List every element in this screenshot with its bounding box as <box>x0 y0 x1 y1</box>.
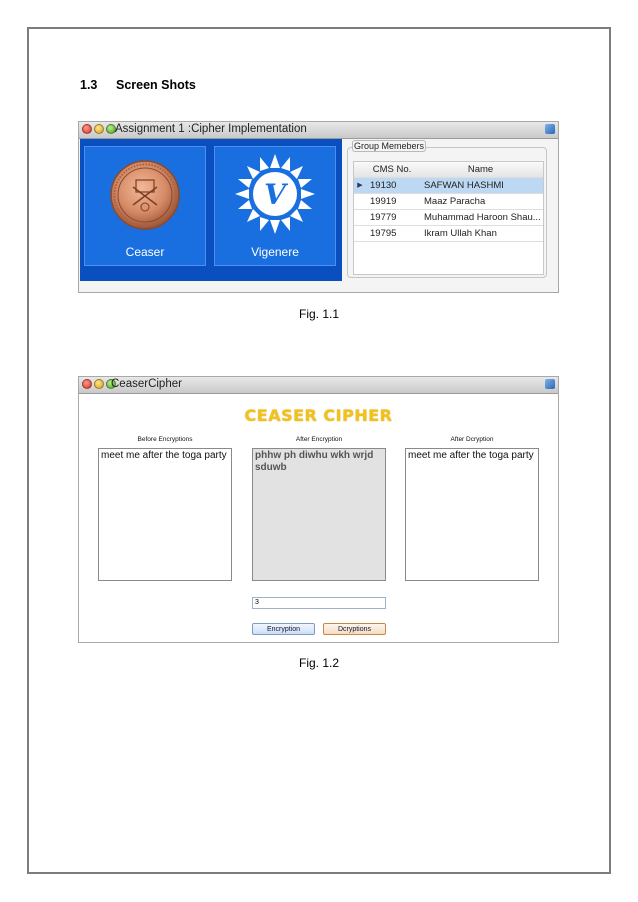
window-title: Assignment 1 :Cipher Implementation <box>115 123 307 135</box>
section-number: 1.3 <box>80 78 98 92</box>
minimize-button[interactable] <box>94 379 104 389</box>
cms-cell: 19795 <box>370 228 397 239</box>
name-cell: Muhammad Haroon Shau... <box>424 212 541 223</box>
row-header-spacer <box>354 162 366 177</box>
ciphertext-output: phhw ph diwhu wkh wrjd sduwb <box>252 448 386 581</box>
after-encryption-label: After Encryption <box>295 436 343 443</box>
cms-cell: 19130 <box>370 180 397 191</box>
table-row[interactable] <box>354 210 543 226</box>
title-bar <box>79 377 558 394</box>
group-title: Group Memebers <box>354 141 425 151</box>
title-bar <box>79 122 558 139</box>
minimize-button[interactable] <box>94 124 104 134</box>
vigenere-tile-label: Vigenere <box>251 245 299 259</box>
decrypted-output: meet me after the toga party <box>405 448 539 581</box>
column-header-cms[interactable]: CMS No. <box>372 164 412 175</box>
ceaser-cipher-window <box>78 376 559 643</box>
vigenere-sun-icon <box>215 147 335 242</box>
grid-header <box>354 162 543 178</box>
name-cell: Ikram Ullah Khan <box>424 228 497 239</box>
close-button[interactable] <box>82 124 92 134</box>
group-members-box <box>347 141 547 278</box>
section-title: Screen Shots <box>116 78 196 92</box>
encryption-button[interactable]: Encryption <box>252 623 315 635</box>
window-title: CeaserCipher <box>111 378 182 390</box>
members-grid <box>353 161 544 275</box>
seal-icon <box>85 147 205 242</box>
after-decryption-label: After Dcryption <box>450 436 494 443</box>
section-heading <box>80 78 196 92</box>
window-controls <box>82 124 116 134</box>
name-cell: Maaz Paracha <box>424 196 486 207</box>
name-cell: SAFWAN HASHMI <box>424 180 504 191</box>
window-resize-icon[interactable] <box>545 124 555 134</box>
before-label: Before Encryptions <box>137 436 193 443</box>
vigenere-tile[interactable] <box>214 146 336 266</box>
plaintext-input[interactable]: meet me after the toga party <box>98 448 232 581</box>
window-resize-icon[interactable] <box>545 379 555 389</box>
cms-cell: 19779 <box>370 212 397 223</box>
ceaser-tile[interactable] <box>84 146 206 266</box>
column-header-name[interactable]: Name <box>467 164 494 175</box>
close-button[interactable] <box>82 379 92 389</box>
shift-key-input[interactable]: 3 <box>252 597 386 609</box>
table-row[interactable] <box>354 178 543 194</box>
table-row[interactable] <box>354 226 543 242</box>
decryption-button[interactable]: Dcryptions <box>323 623 386 635</box>
table-row[interactable] <box>354 194 543 210</box>
row-pointer-icon: ▶ <box>357 182 363 189</box>
app-title: CEASER CIPHER <box>244 406 393 425</box>
figure-caption: Fig. 1.1 <box>298 307 340 321</box>
cipher-tile-area <box>80 139 342 281</box>
svg-text:V: V <box>264 178 286 211</box>
figure-caption: Fig. 1.2 <box>298 656 340 670</box>
cipher-main-window <box>78 121 559 293</box>
ceaser-tile-label: Ceaser <box>125 245 165 259</box>
grid-empty-area <box>354 242 543 274</box>
cms-cell: 19919 <box>370 196 397 207</box>
